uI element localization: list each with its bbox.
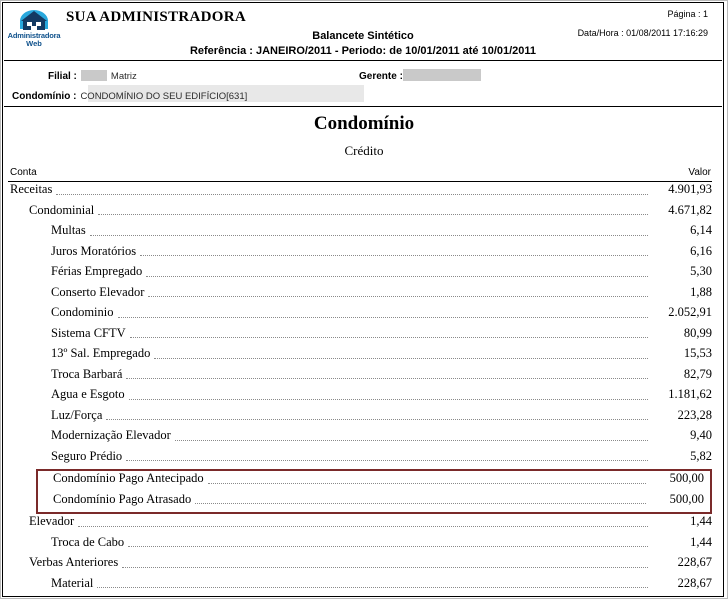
dot-leader [122,567,648,568]
dot-leader [208,483,646,484]
table-column-headers [8,167,712,182]
account-name: Elevador [29,514,75,528]
account-value: 6,16 [690,243,712,258]
reference-period-line: Referência : JANEIRO/2011 - Periodo: de 10/01/2011 até 10/01/2011 [189,45,537,57]
table-row [8,514,712,535]
table-row [8,203,712,224]
filial-redaction-block [81,70,107,81]
account-value: 80,99 [683,325,712,340]
table-row [38,471,710,492]
account-name: Condominial [29,202,95,217]
account-value: 500,00 [669,471,704,485]
dot-leader [195,503,646,504]
account-value: 500,00 [669,491,704,506]
account-name: Condomínio Pago Antecipado [53,471,204,485]
page-number: Página : 1 [667,9,708,19]
table-row [8,182,712,203]
dot-leader [130,337,648,338]
table-row [8,223,712,244]
dot-leader [175,440,648,441]
account-name: Troca Barbará [51,366,123,381]
table-rows-container [8,182,712,596]
table-row [8,387,712,408]
dot-leader [126,378,648,379]
account-name: Troca de Cabo [51,534,125,549]
report-title: Condomínio [313,113,415,134]
table-row [8,428,712,449]
condominio-label: Condomínio : [12,91,77,102]
table-row [8,346,712,367]
account-value: 1,88 [690,284,712,299]
dot-leader [97,587,648,588]
dot-leader [118,317,648,318]
column-header-conta: Conta [10,167,37,178]
account-name: Material [51,575,94,590]
gerente-label: Gerente : [359,71,403,82]
account-name: Condominio [51,305,114,319]
dot-leader [128,546,648,547]
dot-leader [106,419,648,420]
accounts-table [8,167,712,596]
table-row [38,492,710,513]
account-value: 1,44 [690,534,712,549]
dot-leader [146,276,648,277]
account-value: 15,53 [683,346,712,360]
account-name: Modernização Elevador [51,428,171,442]
account-value: 223,28 [677,407,712,422]
condominio-value: CONDOMÍNIO DO SEU EDIFÍCIO[631] [80,91,248,102]
table-row [8,285,712,306]
account-value: 2.052,91 [668,305,712,319]
account-name: Condomínio Pago Atrasado [53,491,192,506]
table-row [8,305,712,326]
report-subtitle: Crédito [344,143,384,158]
account-name: Agua e Esgoto [51,387,125,401]
gerente-field [359,66,481,82]
logo-text-line2: Web [26,39,42,48]
account-value: 5,82 [690,448,712,463]
account-name: Verbas Anteriores [29,555,119,569]
report-header [4,4,722,61]
table-row [8,576,712,597]
account-name: Juros Moratórios [51,243,137,258]
table-row [8,535,712,556]
dot-leader [140,255,648,256]
account-name: Receitas [10,182,53,196]
account-value: 6,14 [690,223,712,237]
dot-leader [90,235,648,236]
account-name: Multas [51,223,86,237]
table-row [8,555,712,576]
account-value: 228,67 [677,555,712,569]
dot-leader [126,460,648,461]
account-name: Sistema CFTV [51,325,126,340]
account-name: Férias Empregado [51,264,143,278]
column-header-valor: Valor [688,167,711,178]
account-name: Conserto Elevador [51,284,145,299]
account-value: 9,40 [690,428,712,442]
account-value: 4.671,82 [668,202,712,217]
highlighted-account-group [36,469,712,514]
account-value: 82,79 [683,366,712,381]
condominio-field [12,86,364,103]
dot-leader [78,526,648,527]
account-value: 4.901,93 [668,182,712,196]
filial-value: Matriz [110,71,137,82]
filter-info-band [4,61,722,107]
table-row [8,244,712,265]
logo-text-line1: Administradora [7,31,61,40]
account-value: 5,30 [690,264,712,278]
table-row [8,264,712,285]
table-row [8,326,712,347]
table-row [8,367,712,388]
company-name: SUA ADMINISTRADORA [66,9,247,25]
dot-leader [129,399,648,400]
gerente-redaction-block [403,69,481,81]
document-title: Balancete Sintético [312,30,414,42]
account-value: 1,44 [690,514,712,528]
dot-leader [98,214,648,215]
filial-label: Filial : [48,71,77,82]
account-name: 13º Sal. Empregado [51,346,151,360]
account-value: 1.181,62 [668,387,712,401]
account-name: Luz/Força [51,407,103,422]
table-row [8,449,712,470]
dot-leader [56,194,648,195]
print-datetime: Data/Hora : 01/08/2011 17:16:29 [577,28,708,38]
filial-field [48,66,137,82]
account-value: 228,67 [677,575,712,590]
dot-leader [148,296,648,297]
dot-leader [154,358,648,359]
table-row [8,408,712,429]
account-name: Seguro Prédio [51,448,123,463]
